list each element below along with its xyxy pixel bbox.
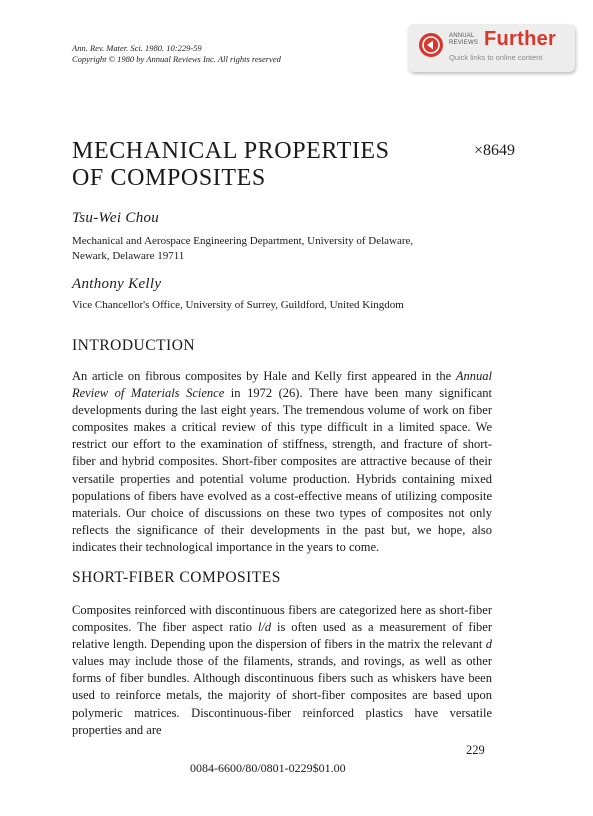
affiliation-line: Vice Chancellor's Office, University of Surrey, Guildford, United Kingdom [72, 299, 404, 311]
affiliation-line: Newark, Delaware 19711 [72, 250, 185, 262]
section-heading-short-fiber: SHORT-FIBER COMPOSITES [72, 569, 281, 586]
back-arrow-icon [418, 32, 444, 58]
aspect-ratio-symbol: l/d [257, 620, 272, 635]
section-heading-introduction: INTRODUCTION [72, 337, 196, 354]
paragraph-text: is often used as a measurement of fiber relative length. Depending upon the dispersion of fibers in the matrix the relevant [72, 620, 492, 652]
further-subtitle: Quick links to online content [449, 53, 543, 62]
copyright-notice: Copyright © 1980 by Annual Reviews Inc. All rights reserved [72, 54, 281, 64]
title-line-1: MECHANICAL PROPERTIES [72, 138, 390, 164]
author-affiliation [72, 298, 404, 313]
further-reviews-label: REVIEWS [449, 40, 479, 46]
journal-citation: Ann. Rev. Mater. Sci. 1980. 10:229-59 [72, 43, 202, 53]
paragraph-text: in 1972 (26). There have been many significant developments during the last eight years. The tremendous volume of work on fiber composites makes a critical review of this type difficult in a limited space. We restrict our effort to the examination of stiffness, strength, and fracture of short-fiber and hybrid composites. Short-fiber composites are attractive because of their versatile properties and potential volume production. Hybrids containing mixed populations of fibers have evolved as a cost-effective means of utilizing composite materials. Our choice of discussions on these two types of composites not only reflects the significance of their developments in the past but, we hope, also indicates their technological importance in the years to come. [72, 386, 492, 554]
document-number: ×8649 [474, 142, 516, 159]
author-affiliation [72, 234, 413, 264]
article-code: 0084-6600/80/0801-0229$01.00 [190, 761, 346, 775]
author-name: Anthony Kelly [72, 276, 162, 292]
paragraph-text: values may include those of the filaments, strands, and rovings, as well as other forms of fiber bundles. Although discontinuous fibers such as whiskers have been used to reinforce metals, the majority of short-fiber composites are based upon polymeric matrices. Discontinuous-fiber reinforced plastics have versatile properties and are [72, 654, 492, 737]
affiliation-line: Mechanical and Aerospace Engineering Department, University of Delaware, [72, 235, 414, 247]
short-fiber-paragraph [72, 602, 492, 739]
journal-name: Annual Review of Materials Science [72, 369, 492, 401]
author-name: Tsu-Wei Chou [72, 210, 160, 226]
diameter-symbol: d [485, 637, 492, 652]
further-annual-reviews [449, 33, 478, 47]
paragraph-text: An article on fibrous composites by Hale and Kelly first appeared in the [72, 369, 456, 383]
further-annual-label: ANNUAL [449, 33, 475, 39]
introduction-paragraph [72, 368, 492, 556]
further-badge[interactable] [408, 24, 575, 72]
page-number: 229 [466, 743, 485, 757]
title-line-2: OF COMPOSITES [72, 165, 266, 191]
further-label: Further [484, 28, 557, 50]
journal-reference [72, 43, 281, 65]
article-title [72, 138, 390, 192]
paragraph-text: Composites reinforced with discontinuous fibers are categorized here as short-fiber composites. The fiber aspect ratio [72, 603, 492, 635]
